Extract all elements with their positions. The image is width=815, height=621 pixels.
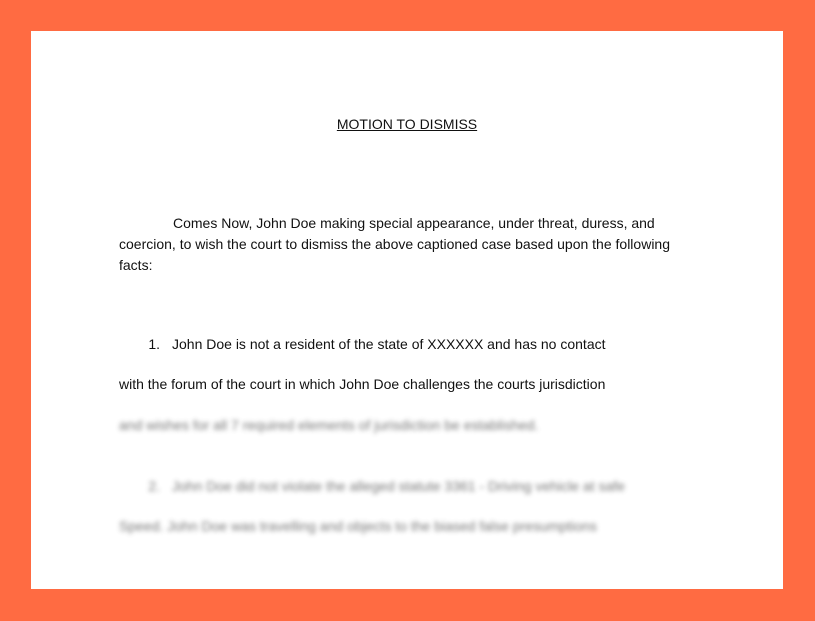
item-2-text-1: John Doe did not violate the alleged statute 3361 - Driving vehicle at safe <box>172 478 625 494</box>
item-1-line-3: and wishes for all 7 required elements of jurisdiction be established. <box>119 417 539 433</box>
item-2-line-1 <box>119 477 625 495</box>
item-1-number: 1. <box>148 336 160 352</box>
item-1-line-1 <box>119 335 606 353</box>
item-2-line-2: Speed. John Doe was travelling and objects to the biased false presumptions <box>119 518 597 534</box>
intro-paragraph: Comes Now, John Doe making special appearance, under threat, duress, and coercion, to wish the court to dismiss the above captioned case based upon the following facts: <box>119 215 670 273</box>
item-1-line-2: with the forum of the court in which John Doe challenges the courts jurisdiction <box>119 376 606 392</box>
document-page <box>31 31 783 589</box>
item-2-number: 2. <box>148 478 160 494</box>
document-title: MOTION TO DISMISS <box>336 116 478 132</box>
item-1-text-1: John Doe is not a resident of the state of XXXXXX and has no contact <box>172 336 606 352</box>
